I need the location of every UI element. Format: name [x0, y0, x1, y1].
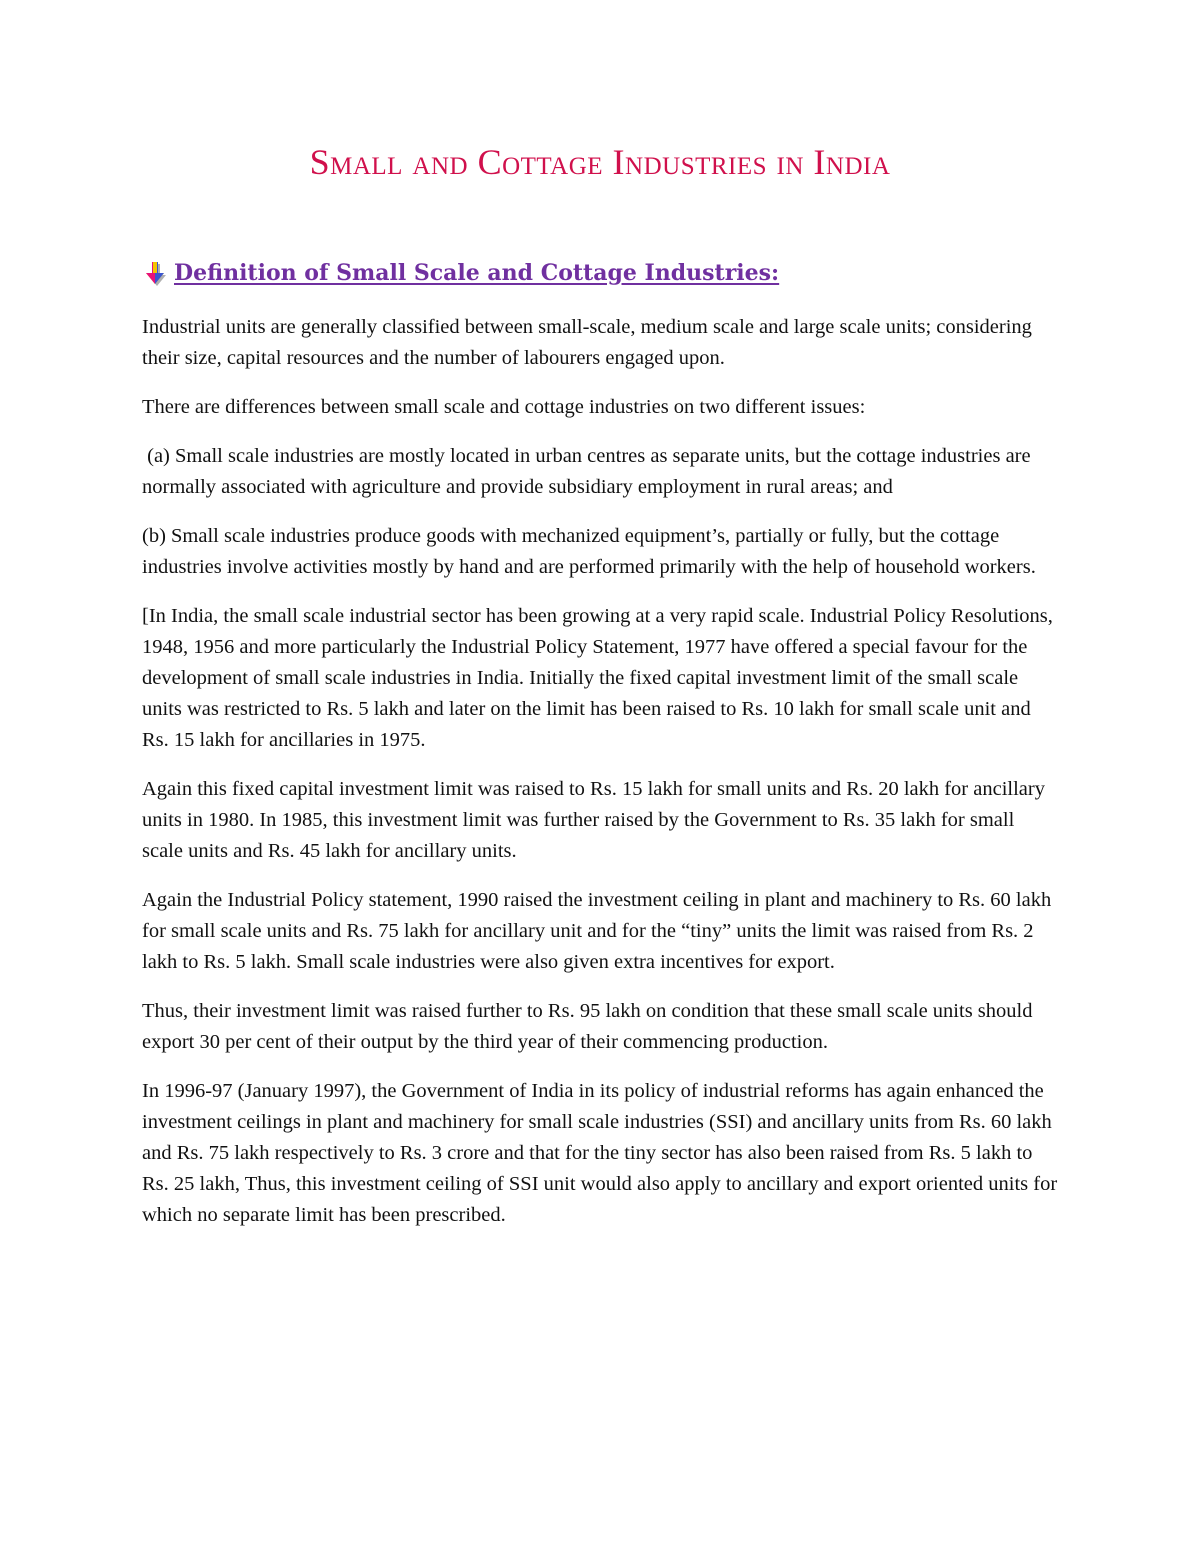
- document-body: [142, 312, 1063, 1249]
- section-heading-text: Definition of Small Scale and Cottage Industries:: [174, 260, 780, 286]
- paragraph: Thus, their investment limit was raised further to Rs. 95 lakh on condition that these small scale units should export 30 per cent of their output by the third year of their commencing production.: [142, 1000, 1038, 1053]
- page-title: Small and Cottage Industries in India: [309, 142, 891, 182]
- paragraph: Industrial units are generally classified between small-scale, medium scale and large scale units; considering their size, capital resources and the number of labourers engaged upon.: [142, 316, 1038, 369]
- down-arrow-bullet-icon: [142, 258, 168, 288]
- paragraph: In 1996-97 (January 1997), the Government of India in its policy of industrial reforms has again enhanced the investment ceilings in plant and machinery for small scale industries (SSI) and ancillary units from Rs. 60 lakh and Rs. 75 lakh respectively to Rs. 3 crore and that for the tiny sector has also been raised from Rs. 5 lakh to Rs. 25 lakh, Thus, this investment ceiling of SSI unit would also apply to ancillary and export oriented units for which no separate limit has been prescribed.: [142, 1080, 1063, 1226]
- paragraph: (a) Small scale industries are mostly located in urban centres as separate units, but the cottage industries are normally associated with agriculture and provide subsidiary employment in rural areas; and: [142, 445, 1036, 498]
- paragraph: There are differences between small scale and cottage industries on two different issues:: [142, 396, 866, 418]
- paragraph: Again the Industrial Policy statement, 1990 raised the investment ceiling in plant and machinery to Rs. 60 lakh for small scale units and Rs. 75 lakh for ancillary unit and for the “tiny” units the limit was raised from Rs. 2 lakh to Rs. 5 lakh. Small scale industries were also given extra incentives for export.: [142, 889, 1057, 973]
- paragraph: Again this fixed capital investment limit was raised to Rs. 15 lakh for small units and Rs. 20 lakh for ancillary units in 1980. In 1985, this investment limit was further raised by the Government to Rs. 35 lakh for small scale units and Rs. 45 lakh for ancillary units.: [142, 778, 1051, 862]
- paragraph: (b) Small scale industries produce goods with mechanized equipment’s, partially or fully, but the cottage industries involve activities mostly by hand and are performed primarily with the help of household workers.: [142, 525, 1036, 578]
- section-heading: [142, 258, 779, 288]
- paragraph: [In India, the small scale industrial sector has been growing at a very rapid scale. Industrial Policy Resolutions, 1948, 1956 and more particularly the Industrial Policy Statement, 1977 have offered a special favour for the development of small scale industries in India. Initially the fixed capital investment limit of the small scale units was restricted to Rs. 5 lakh and later on the limit has been raised to Rs. 10 lakh for small scale unit and Rs. 15 lakh for ancillaries in 1975.: [142, 605, 1058, 751]
